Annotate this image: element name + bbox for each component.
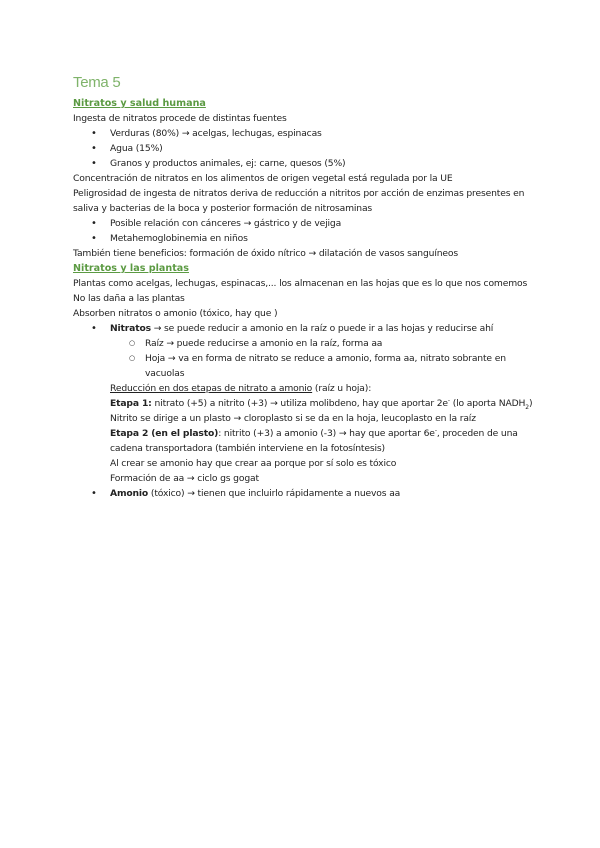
- etapa1-label: Etapa 1:: [110, 398, 152, 409]
- paragraph-absorben: Absorben nitratos o amonio (tóxico, hay que ): [73, 308, 278, 319]
- paragraph-amonio-toxico: Al crear se amonio hay que crear aa porque por sí solo es tóxico: [110, 458, 397, 469]
- paragraph-etapa2: [73, 426, 533, 456]
- nitratos-label: Nitratos: [110, 323, 151, 334]
- etapa1-text: nitrato (+5) a nitrito (+3) → utiliza molibdeno, hay que aportar 2e: [151, 398, 448, 409]
- list-item: • Granos y productos animales, ej: carne, quesos (5%): [73, 156, 533, 171]
- paragraph-no-dana: No las daña a las plantas: [73, 293, 185, 304]
- reduccion-suffix: (raíz u hoja):: [312, 383, 372, 394]
- document-page: [73, 74, 533, 501]
- paragraph-concentracion: Concentración de nitratos en los alimentos de origen vegetal está regulada por la UE: [73, 173, 453, 184]
- paragraph-etapa1: [73, 396, 533, 411]
- etapa1-superscript: -: [447, 396, 450, 404]
- etapa1-text2: (lo aporta NADH: [449, 398, 526, 409]
- section-heading-nitratos-salud: Nitratos y salud humana: [73, 98, 206, 109]
- list-item: ○ Raíz → puede reducirse a amonio en la raíz, forma aa: [73, 336, 533, 351]
- paragraph-plantas: Plantas como acelgas, lechugas, espinacas,... los almacenan en las hojas que es lo que nos comemos: [73, 278, 528, 289]
- document-title: Tema 5: [73, 74, 121, 91]
- nitratos-text: → se puede reducir a amonio en la raíz o puede ir a las hojas y reducirse ahí: [150, 323, 494, 334]
- etapa2-text: : nitrito (+3) a amonio (-3) → hay que aportar 6e: [218, 428, 435, 439]
- section-heading-nitratos-plantas: Nitratos y las plantas: [73, 263, 189, 274]
- absorption-list: [73, 321, 533, 336]
- nitratos-sub-list: [73, 336, 533, 381]
- paragraph-nitrito: Nitrito se dirige a un plasto → cloroplasto si se da en la hoja, leucoplasto en la raíz: [110, 413, 476, 424]
- amonio-label: Amonio: [110, 488, 149, 499]
- reduccion-label: Reducción en dos etapas de nitrato a amonio: [110, 383, 313, 394]
- etapa2-text2: , proceden de una cadena transportadora (también interviene en la fotosíntesis): [110, 428, 518, 454]
- amonio-list: [73, 486, 533, 501]
- paragraph-beneficios: También tiene beneficios: formación de óxido nítrico → dilatación de vasos sanguíneos: [73, 248, 459, 259]
- paragraph-ingesta: Ingesta de nitratos procede de distintas fuentes: [73, 113, 287, 124]
- list-item-nitratos: [73, 321, 533, 336]
- list-item: • Verduras (80%) → acelgas, lechugas, espinacas: [73, 126, 533, 141]
- amonio-text: (tóxico) → tienen que incluirlo rápidamente a nuevos aa: [148, 488, 401, 499]
- etapa1-subscript: 2: [525, 403, 529, 411]
- list-item: • Posible relación con cánceres → gástrico y de vejiga: [73, 216, 533, 231]
- list-item-amonio: [73, 486, 533, 501]
- etapa2-label: Etapa 2 (en el plasto): [110, 428, 219, 439]
- risks-list: [73, 216, 533, 246]
- paragraph-reduccion: [73, 381, 533, 396]
- list-item: • Agua (15%): [73, 141, 533, 156]
- sources-list: [73, 126, 533, 171]
- paragraph-peligrosidad: Peligrosidad de ingesta de nitratos deriva de reducción a nitritos por acción de enzimas presentes en saliva y bacterias de la boca y posterior formación de nitrosaminas: [73, 188, 525, 214]
- list-item: • Metahemoglobinemia en niños: [73, 231, 533, 246]
- list-item: ○ Hoja → va en forma de nitrato se reduce a amonio, forma aa, nitrato sobrante en vacuolas: [73, 351, 533, 381]
- etapa1-text3: ): [528, 398, 533, 409]
- etapa2-superscript: -: [434, 426, 437, 434]
- paragraph-formacion-aa: Formación de aa → ciclo gs gogat: [110, 473, 259, 484]
